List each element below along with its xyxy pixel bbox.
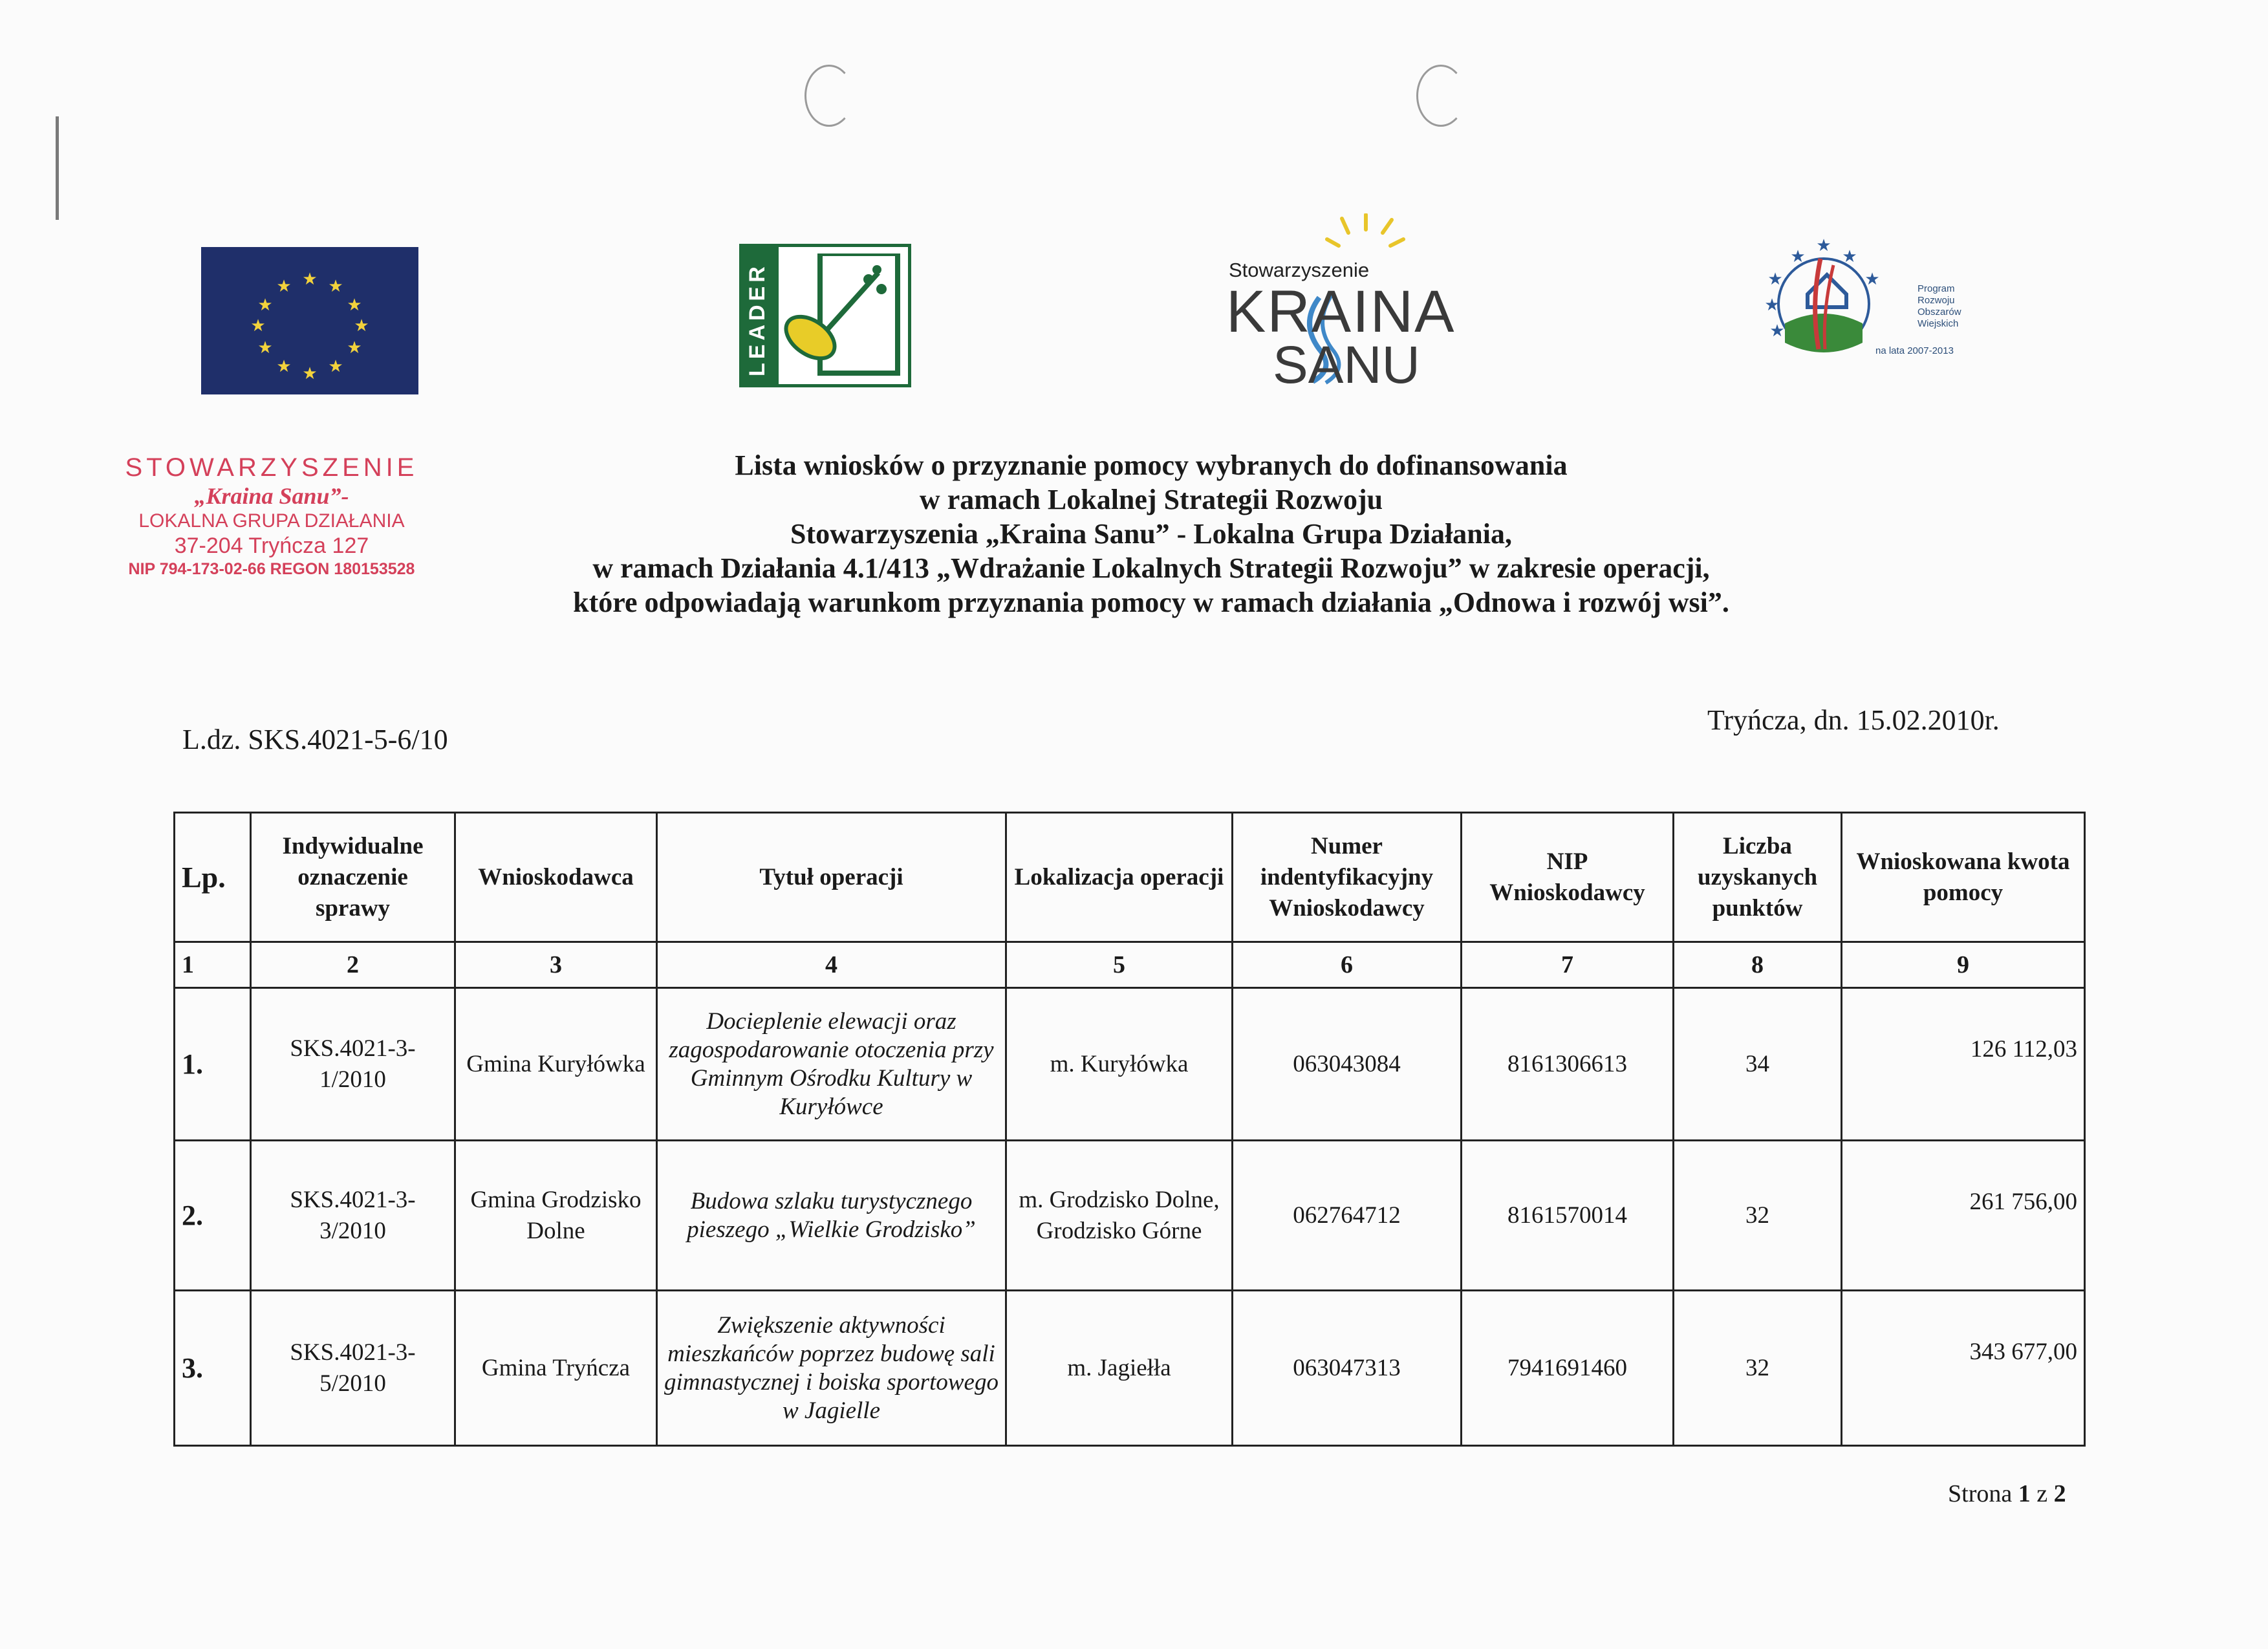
- row-nip: 8161570014: [1462, 1141, 1674, 1291]
- header-case-id: Indywidualne oznaczenie sprawy: [251, 813, 455, 942]
- row-nip: 8161306613: [1462, 988, 1674, 1141]
- svg-text:★: ★: [347, 296, 362, 315]
- svg-text:★: ★: [354, 316, 369, 336]
- stamp-line-1: STOWARZYSZENIE: [125, 453, 418, 482]
- prow-line: Wiejskich: [1917, 318, 1959, 329]
- svg-text:★: ★: [328, 277, 343, 296]
- page-current: 1: [2018, 1480, 2031, 1507]
- svg-text:★: ★: [302, 364, 318, 383]
- page-prefix: Strona: [1948, 1480, 2018, 1507]
- stamp-line-4: 37-204 Tryńcza 127: [174, 534, 369, 558]
- svg-text:★: ★: [1864, 270, 1880, 289]
- svg-text:★: ★: [1816, 236, 1831, 255]
- row-points: 34: [1674, 988, 1842, 1141]
- row-lp: 1.: [175, 988, 251, 1141]
- header-lp: Lp.: [175, 813, 251, 942]
- page-number: [1948, 1480, 2066, 1508]
- svg-text:★: ★: [1790, 247, 1806, 266]
- column-number-row: [175, 942, 2085, 988]
- eu-flag-logo: [201, 247, 418, 394]
- svg-text:★: ★: [257, 296, 273, 315]
- organization-stamp: [65, 453, 479, 579]
- prow-emblem-icon: [1746, 233, 1914, 382]
- row-amount: 343 677,00: [1842, 1291, 2085, 1446]
- column-number: 5: [1006, 942, 1233, 988]
- stamp-line-2: „Kraina Sanu”-: [194, 483, 349, 509]
- header-applicant: Wnioskodawca: [455, 813, 657, 942]
- page-total: 2: [2053, 1480, 2066, 1507]
- row-id-number: 063047313: [1233, 1291, 1462, 1446]
- svg-text:★: ★: [250, 316, 266, 336]
- svg-text:★: ★: [1769, 321, 1785, 341]
- prow-line: Program: [1917, 283, 1955, 294]
- row-case-id: SKS.4021-3-5/2010: [251, 1291, 455, 1446]
- row-amount: 126 112,03: [1842, 988, 2085, 1141]
- row-case-id: SKS.4021-3-1/2010: [251, 988, 455, 1141]
- row-title: Budowa szlaku turystycznego pieszego „Wielkie Grodzisko”: [657, 1141, 1006, 1291]
- row-lp: 3.: [175, 1291, 251, 1446]
- svg-text:★: ★: [276, 277, 292, 296]
- leader-logo: [739, 244, 911, 387]
- punch-hole-right: [1416, 65, 1465, 127]
- page-sep: z: [2030, 1480, 2054, 1507]
- applications-table: [173, 812, 2086, 1447]
- heading-line-2: w ramach Lokalnej Strategii Rozwoju: [919, 484, 1383, 515]
- heading-line-4: w ramach Działania 4.1/413 „Wdrażanie Lokalnych Strategii Rozwoju” w zakresie operacji,: [592, 552, 1710, 584]
- svg-text:★: ★: [257, 338, 273, 358]
- prow-years: na lata 2007-2013: [1875, 345, 1954, 356]
- eu-stars-icon: [201, 247, 418, 394]
- reference-number: L.dz. SKS.4021-5-6/10: [182, 724, 448, 755]
- kraina-sanu-logo: [1222, 213, 1456, 394]
- prow-line: Obszarów: [1917, 307, 1961, 318]
- margin-mark: [56, 116, 59, 220]
- row-location: m. Kuryłówka: [1006, 988, 1233, 1141]
- prow-line: Rozwoju: [1917, 295, 1955, 306]
- row-amount: 261 756,00: [1842, 1141, 2085, 1291]
- header-title: Tytuł operacji: [657, 813, 1006, 942]
- column-number: 7: [1462, 942, 1674, 988]
- row-nip: 7941691460: [1462, 1291, 1674, 1446]
- leader-text: LEADER: [745, 263, 770, 376]
- heading-line-1: Lista wniosków o przyznanie pomocy wybranych do dofinansowania: [735, 449, 1568, 481]
- stamp-line-5: NIP 794-173-02-66 REGON 180153528: [128, 560, 415, 578]
- column-number: 2: [251, 942, 455, 988]
- leader-emblem-icon: [781, 253, 904, 380]
- svg-text:★: ★: [328, 357, 343, 376]
- row-id-number: 063043084: [1233, 988, 1462, 1141]
- prow-text: [1917, 283, 1961, 330]
- svg-text:★: ★: [302, 270, 318, 289]
- row-applicant: Gmina Tryńcza: [455, 1291, 657, 1446]
- row-title: Zwiększenie aktywności mieszkańców poprzez budowę sali gimnastycznej i boiska sportowego w Jagielle: [657, 1291, 1006, 1446]
- kraina-subtitle: Stowarzyszenie: [1229, 259, 1370, 281]
- table-row: [175, 1141, 2085, 1291]
- document-date: Tryńcza, dn. 15.02.2010r.: [1707, 704, 2000, 736]
- svg-text:★: ★: [1842, 247, 1857, 266]
- svg-text:★: ★: [1764, 296, 1780, 315]
- row-location: m. Jagiełła: [1006, 1291, 1233, 1446]
- svg-text:★: ★: [347, 338, 362, 358]
- svg-text:★: ★: [1767, 270, 1783, 289]
- document-heading: [440, 448, 1863, 620]
- stamp-line-3: LOKALNA GRUPA DZIAŁANIA: [138, 510, 405, 532]
- table-row: [175, 1291, 2085, 1446]
- kraina-word-2: SANU: [1273, 336, 1420, 394]
- header-location: Lokalizacja operacji: [1006, 813, 1233, 942]
- header-row: [175, 813, 2085, 942]
- header-points: Liczba uzyskanych punktów: [1674, 813, 1842, 942]
- column-number: 9: [1842, 942, 2085, 988]
- column-number: 8: [1674, 942, 1842, 988]
- row-points: 32: [1674, 1291, 1842, 1446]
- row-applicant: Gmina Kuryłówka: [455, 988, 657, 1141]
- row-points: 32: [1674, 1141, 1842, 1291]
- column-number: 6: [1233, 942, 1462, 988]
- header-amount: Wnioskowana kwota pomocy: [1842, 813, 2085, 942]
- row-title: Docieplenie elewacji oraz zagospodarowanie otoczenia przy Gminnym Ośrodku Kultury w Kuryłówce: [657, 988, 1006, 1141]
- header-id-number: Numer indentyfikacyjny Wnioskodawcy: [1233, 813, 1462, 942]
- row-id-number: 062764712: [1233, 1141, 1462, 1291]
- heading-line-5: które odpowiadają warunkom przyznania pomocy w ramach działania „Odnowa i rozwój wsi”.: [573, 587, 1729, 618]
- row-location: m. Grodzisko Dolne, Grodzisko Górne: [1006, 1141, 1233, 1291]
- header-nip: NIP Wnioskodawcy: [1462, 813, 1674, 942]
- prow-logo: [1746, 233, 1979, 382]
- column-number: 1: [175, 942, 251, 988]
- kraina-word-1: KRAINA: [1226, 279, 1456, 345]
- column-number: 4: [657, 942, 1006, 988]
- heading-line-3: Stowarzyszenia „Kraina Sanu” - Lokalna Grupa Działania,: [790, 518, 1512, 550]
- punch-hole-left: [805, 65, 854, 127]
- row-case-id: SKS.4021-3-3/2010: [251, 1141, 455, 1291]
- column-number: 3: [455, 942, 657, 988]
- svg-text:★: ★: [276, 357, 292, 376]
- row-lp: 2.: [175, 1141, 251, 1291]
- table-row: [175, 988, 2085, 1141]
- row-applicant: Gmina Grodzisko Dolne: [455, 1141, 657, 1291]
